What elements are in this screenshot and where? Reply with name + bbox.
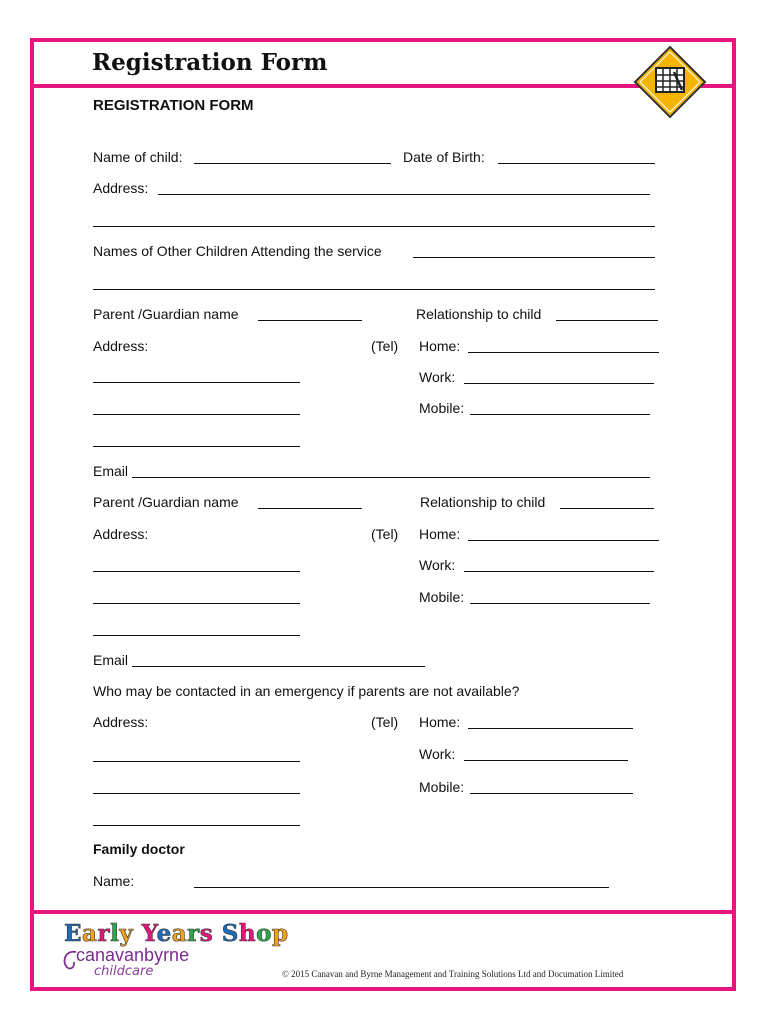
emergency-address-field-1[interactable] — [93, 761, 300, 762]
name-of-child-field[interactable] — [194, 163, 391, 164]
parent1-address-label: Address: — [93, 338, 149, 354]
copyright-notice: © 2015 Canavan and Byrne Management and Training Solutions Ltd and Documation Limited — [282, 969, 624, 979]
emergency-work-field[interactable] — [464, 760, 628, 761]
date-of-birth-label: Date of Birth: — [403, 149, 485, 165]
parent2-tel-label: (Tel) — [371, 526, 399, 542]
parent1-guardian-label: Parent /Guardian name — [93, 306, 239, 322]
other-children-field-1[interactable] — [413, 257, 655, 258]
parent1-tel-label: (Tel) — [371, 338, 399, 354]
emergency-home-field[interactable] — [468, 728, 633, 729]
doctor-name-label: Name: — [93, 873, 135, 889]
other-children-field-2[interactable] — [93, 289, 655, 290]
parent1-relationship-field[interactable] — [556, 320, 658, 321]
other-children-label: Names of Other Children Attending the service — [93, 243, 382, 259]
parent1-guardian-field[interactable] — [258, 320, 362, 321]
parent1-email-label: Email — [93, 463, 129, 479]
logo-letter: r — [97, 920, 111, 947]
parent2-email-label: Email — [93, 652, 129, 668]
logo-letter: s — [199, 920, 214, 947]
logo-childcare: childcare — [94, 964, 154, 979]
address-label: Address: — [93, 180, 149, 196]
emergency-home-label: Home: — [419, 714, 461, 730]
parent1-work-field[interactable] — [464, 383, 654, 384]
parent2-mobile-field[interactable] — [470, 603, 650, 604]
logo-letter: o — [256, 920, 272, 947]
date-of-birth-field[interactable] — [498, 163, 655, 164]
parent2-home-label: Home: — [419, 526, 461, 542]
parent2-work-label: Work: — [419, 557, 456, 573]
address-field-1[interactable] — [158, 194, 650, 195]
emergency-address-label: Address: — [93, 714, 149, 730]
emergency-mobile-label: Mobile: — [419, 779, 465, 795]
parent1-relationship-label: Relationship to child — [416, 306, 542, 322]
emergency-address-field-2[interactable] — [93, 793, 300, 794]
parent2-work-field[interactable] — [464, 571, 654, 572]
header-divider — [30, 84, 736, 88]
logo-letter: E — [64, 920, 83, 947]
parent2-email-field[interactable] — [132, 666, 425, 667]
parent1-mobile-field[interactable] — [470, 414, 650, 415]
logo-letter: l — [110, 920, 120, 947]
family-doctor-heading: Family doctor — [93, 841, 185, 857]
emergency-work-label: Work: — [419, 746, 456, 762]
parent1-home-field[interactable] — [468, 352, 659, 353]
logo-letter: y — [119, 920, 134, 947]
parent2-relationship-field[interactable] — [560, 508, 654, 509]
emergency-address-field-3[interactable] — [93, 825, 300, 826]
logo-letter: a — [171, 920, 188, 947]
parent2-address-field-2[interactable] — [93, 603, 300, 604]
page-title: Registration Form — [92, 49, 328, 76]
logo-letter: Y — [141, 920, 157, 947]
parent1-address-field-1[interactable] — [93, 382, 300, 383]
parent1-work-label: Work: — [419, 369, 456, 385]
logo-letter — [213, 920, 222, 947]
parent2-address-label: Address: — [93, 526, 149, 542]
emergency-tel-label: (Tel) — [371, 714, 399, 730]
logo-letter: r — [187, 920, 200, 947]
parent1-mobile-label: Mobile: — [419, 400, 465, 416]
parent2-relationship-label: Relationship to child — [420, 494, 546, 510]
logo-letter: S — [221, 920, 239, 947]
parent1-address-field-2[interactable] — [93, 414, 300, 415]
parent2-address-field-1[interactable] — [93, 571, 300, 572]
emergency-question: Who may be contacted in an emergency if parents are not available? — [93, 683, 520, 699]
logo-letter: p — [271, 920, 289, 947]
parent2-home-field[interactable] — [468, 540, 659, 541]
doctor-name-field[interactable] — [194, 887, 609, 888]
logo-letter: e — [156, 920, 172, 947]
emergency-mobile-field[interactable] — [470, 793, 633, 794]
logo-swirl-icon — [62, 948, 80, 976]
logo-letter: a — [82, 920, 98, 947]
calendar-sign-icon — [632, 44, 708, 120]
parent2-address-field-3[interactable] — [93, 635, 300, 636]
parent2-guardian-label: Parent /Guardian name — [93, 494, 239, 510]
address-field-2[interactable] — [93, 226, 655, 227]
parent2-guardian-field[interactable] — [258, 508, 362, 509]
parent1-home-label: Home: — [419, 338, 461, 354]
form-heading: REGISTRATION FORM — [93, 97, 254, 114]
logo-wordmark — [64, 920, 289, 947]
logo-letter — [133, 920, 142, 947]
parent1-address-field-3[interactable] — [93, 446, 300, 447]
parent2-mobile-label: Mobile: — [419, 589, 465, 605]
parent1-email-field[interactable] — [132, 477, 650, 478]
early-years-shop-logo — [64, 920, 289, 979]
footer-divider — [30, 910, 736, 914]
logo-letter: h — [238, 920, 257, 947]
logo-canavanbyrne: canavanbyrne — [76, 945, 190, 965]
name-of-child-label: Name of child: — [93, 149, 183, 165]
